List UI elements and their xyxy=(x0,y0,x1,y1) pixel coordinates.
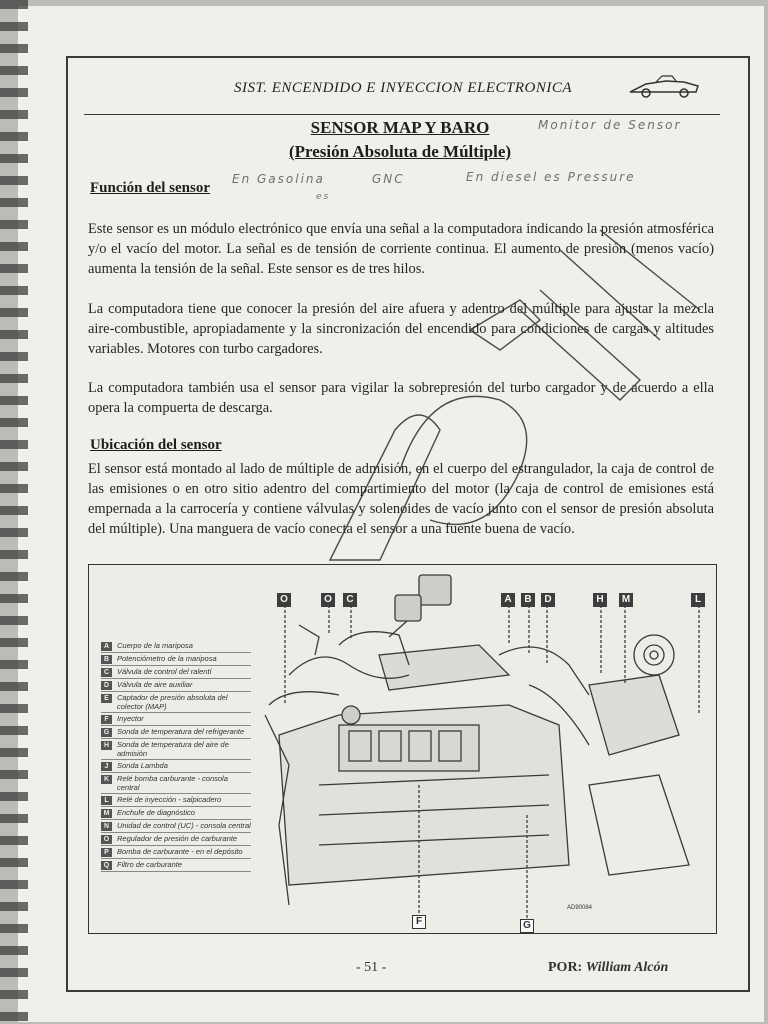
legend-label: Captador de presión absoluta del colector (MAP) xyxy=(117,693,228,711)
legend-label: Bomba de carburante - en el depósito xyxy=(117,847,243,856)
legend-label: Regulador de presión de carburante xyxy=(117,834,238,843)
diagram-reference-code: AD90084 xyxy=(567,905,593,911)
legend-label: Filtro de carburante xyxy=(117,860,183,869)
legend-item xyxy=(101,795,251,807)
legend-code: Q xyxy=(101,861,112,870)
legend-code: B xyxy=(101,655,112,664)
legend-label: Cuerpo de la mariposa xyxy=(117,641,193,650)
legend-item xyxy=(101,740,251,760)
legend-code: O xyxy=(101,835,112,844)
legend-code: K xyxy=(101,775,112,784)
paragraph-function-1: Este sensor es un módulo electrónico que envía una señal a la computadora indicando la presión atmosférica y/o el vacío del motor. La señal es de tensión de corriente continua. El aumento de presión (menos vacío) aumenta la tensión de la señal. Este sensor es de tres hilos. xyxy=(88,221,714,277)
diagram-legend xyxy=(101,641,251,873)
legend-label: Sonda de temperatura del refrigerante xyxy=(117,727,245,736)
legend-item xyxy=(101,847,251,859)
legend-item xyxy=(101,761,251,773)
callout-m: M xyxy=(619,593,633,607)
legend-code: C xyxy=(101,668,112,677)
callout-a: A xyxy=(501,593,515,607)
paragraph-function-3: La computadora también usa el sensor para vigilar la sobrepresión del turbo cargador y de acuerdo a ella opera la compuerta de descarga. xyxy=(88,380,714,416)
callout-f: F xyxy=(412,915,426,929)
handwritten-note-top: Monitor de Sensor xyxy=(538,118,682,132)
handwritten-note-es: es xyxy=(316,192,331,202)
author-prefix: POR: xyxy=(548,960,583,975)
paragraph-location: El sensor está montado al lado de múltiple de admisión, en el cuerpo del estrangulador, la caja de control de las emisiones o en otro sitio adentro del compartimiento del motor (la caja de control de emisiones está empernada a la carrocería y contiene válvulas y solenoides de vacío junto con el sensor de presión absoluta del múltiple). Una manguera de vacío conecta el sensor a una fuente buena de vacío. xyxy=(88,461,714,537)
legend-label: Sonda de temperatura del aire de admisión xyxy=(117,740,229,758)
callout-d: D xyxy=(541,593,555,607)
document-title: SENSOR MAP Y BARO xyxy=(310,118,490,137)
legend-item xyxy=(101,808,251,820)
handwritten-note-gnc: GNC xyxy=(372,172,405,186)
legend-item xyxy=(101,821,251,833)
page-number: - 51 - xyxy=(356,960,387,975)
paragraph-function-2: La computadora tiene que conocer la presión del aire afuera y adentro del múltiple para ajustar la mezcla aire-combustible, apropiadamente y la sincronización del encendido para condiciones de cargas y altitudes variables. Motores con turbo cargadores. xyxy=(88,301,714,357)
callout-o-1: O xyxy=(277,593,291,607)
callout-h: H xyxy=(593,593,607,607)
legend-label: Válvula de control del ralentí xyxy=(117,667,212,676)
legend-code: J xyxy=(101,762,112,771)
callout-b: B xyxy=(521,593,535,607)
legend-label: Potenciómetro de la mariposa xyxy=(117,654,217,663)
document-subtitle: (Presión Absoluta de Múltiple) xyxy=(288,142,512,161)
legend-code: E xyxy=(101,694,112,703)
legend-code: M xyxy=(101,809,112,818)
handwritten-note-gasolina: En Gasolina xyxy=(232,172,325,186)
callout-o-2: O xyxy=(321,593,335,607)
callout-l: L xyxy=(691,593,705,607)
legend-code: N xyxy=(101,822,112,831)
legend-label: Inyector xyxy=(117,714,144,723)
legend-item xyxy=(101,860,251,872)
page-header xyxy=(84,60,720,115)
legend-item xyxy=(101,714,251,726)
legend-item xyxy=(101,654,251,666)
legend-label: Unidad de control (UC) - consola central xyxy=(117,821,251,830)
legend-label: Sonda Lambda xyxy=(117,761,168,770)
legend-label: Enchufe de diagnóstico xyxy=(117,808,195,817)
engine-diagram xyxy=(88,564,717,934)
legend-label: Relé de inyección - salpicadero xyxy=(117,795,222,804)
legend-code: L xyxy=(101,796,112,805)
legend-code: D xyxy=(101,681,112,690)
author-credit xyxy=(548,960,668,976)
legend-label: Relé bomba carburante - consola central xyxy=(117,774,228,792)
legend-item xyxy=(101,667,251,679)
legend-item xyxy=(101,834,251,846)
legend-item xyxy=(101,693,251,713)
legend-item xyxy=(101,727,251,739)
legend-label: Válvula de aire auxiliar xyxy=(117,680,193,689)
legend-code: P xyxy=(101,848,112,857)
handwritten-note-diesel: En diesel es Pressure xyxy=(466,170,636,184)
legend-code: F xyxy=(101,715,112,724)
header-title: SIST. ENCENDIDO E INYECCION ELECTRONICA xyxy=(234,80,572,96)
legend-item xyxy=(101,774,251,794)
race-car-logo xyxy=(626,74,702,100)
legend-item xyxy=(101,680,251,692)
function-heading: Función del sensor xyxy=(90,180,211,196)
location-heading: Ubicación del sensor xyxy=(90,437,222,453)
callout-c: C xyxy=(343,593,357,607)
callout-g: G xyxy=(520,919,534,933)
author-name: William Alcón xyxy=(585,960,669,975)
legend-code: H xyxy=(101,741,112,750)
legend-code: G xyxy=(101,728,112,737)
legend-item xyxy=(101,641,251,653)
legend-code: A xyxy=(101,642,112,651)
